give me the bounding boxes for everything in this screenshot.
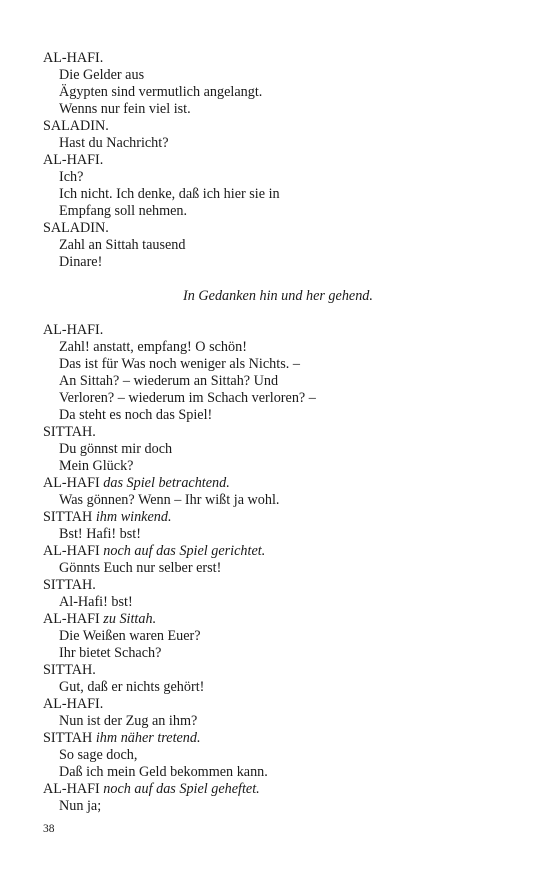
stage-direction: zu Sittah. [103, 611, 157, 627]
verse-line: Die Weißen waren Euer? [59, 628, 201, 644]
speaker-line [43, 424, 513, 441]
speaker-line [43, 322, 513, 339]
speaker-name: AL-HAFI [43, 611, 100, 627]
speaker-name: AL-HAFI. [43, 322, 104, 338]
verse-line: Gut, daß er nichts gehört! [59, 679, 205, 695]
speaker-name: AL-HAFI. [43, 152, 104, 168]
verse-line: Zahl! anstatt, empfang! O schön! [59, 339, 247, 355]
speaker-line [43, 543, 513, 560]
speaker-name: SITTAH. [43, 424, 96, 440]
verse-line: Ägypten sind vermutlich angelangt. [59, 84, 263, 100]
speaker-name: SITTAH. [43, 662, 96, 678]
verse-line: Nun ja; [59, 798, 102, 814]
speaker-line [43, 152, 513, 169]
verse-line: Al-Hafi! bst! [59, 594, 133, 610]
speaker-name: AL-HAFI. [43, 50, 104, 66]
page-number: 38 [43, 823, 55, 835]
verse-line: Bst! Hafi! bst! [59, 526, 141, 542]
play-text [43, 50, 513, 815]
speaker-line [43, 577, 513, 594]
speaker-name: SALADIN. [43, 220, 109, 236]
verse-line: Empfang soll nehmen. [59, 203, 188, 219]
stage-direction: noch auf das Spiel geheftet. [103, 781, 260, 797]
speaker-line [43, 662, 513, 679]
verse-line: So sage doch, [59, 747, 138, 763]
verse-line: An Sittah? – wiederum an Sittah? Und [59, 373, 279, 389]
verse-line: Du gönnst mir doch [59, 441, 173, 457]
speaker-line [43, 696, 513, 713]
speaker-name: AL-HAFI [43, 543, 100, 559]
speaker-line [43, 475, 513, 492]
speaker-line [43, 220, 513, 237]
verse-line: Die Gelder aus [59, 67, 145, 83]
verse-line: Was gönnen? Wenn – Ihr wißt ja wohl. [59, 492, 280, 508]
speaker-name: SALADIN. [43, 118, 109, 134]
speaker-name: SITTAH. [43, 577, 96, 593]
stage-direction: ihm näher tretend. [95, 730, 201, 746]
speaker-line [43, 118, 513, 135]
verse-line: Ihr bietet Schach? [59, 645, 162, 661]
speaker-name: AL-HAFI. [43, 696, 104, 712]
verse-line: Dinare! [59, 254, 103, 270]
speaker-name: AL-HAFI [43, 781, 100, 797]
verse-line: Nun ist der Zug an ihm? [59, 713, 198, 729]
speaker-name: SITTAH [43, 509, 93, 525]
verse-line: Ich? [59, 169, 84, 185]
speaker-line [43, 50, 513, 67]
blank-line [43, 305, 513, 322]
verse-line: Mein Glück? [59, 458, 134, 474]
speaker-name: AL-HAFI [43, 475, 100, 491]
speaker-line [43, 730, 513, 747]
stage-direction-line: In Gedanken hin und her gehend. [183, 288, 373, 304]
blank-line [43, 271, 513, 288]
verse-line: Da steht es noch das Spiel! [59, 407, 213, 423]
verse-line: Hast du Nachricht? [59, 135, 169, 151]
speaker-name: SITTAH [43, 730, 93, 746]
verse-line: Wenns nur fein viel ist. [59, 101, 191, 117]
verse-line: Ich nicht. Ich denke, daß ich hier sie in [59, 186, 280, 202]
speaker-line [43, 509, 513, 526]
verse-line: Zahl an Sittah tausend [59, 237, 186, 253]
stage-direction: das Spiel betrachtend. [103, 475, 230, 491]
stage-direction: noch auf das Spiel gerichtet. [103, 543, 266, 559]
verse-line: Gönnts Euch nur selber erst! [59, 560, 222, 576]
verse-line: Das ist für Was noch weniger als Nichts. – [59, 356, 300, 372]
verse-line: Daß ich mein Geld bekommen kann. [59, 764, 268, 780]
stage-direction: ihm winkend. [95, 509, 172, 525]
verse-line: Verloren? – wiederum im Schach verloren? – [59, 390, 316, 406]
speaker-line [43, 611, 513, 628]
speaker-line [43, 781, 513, 798]
